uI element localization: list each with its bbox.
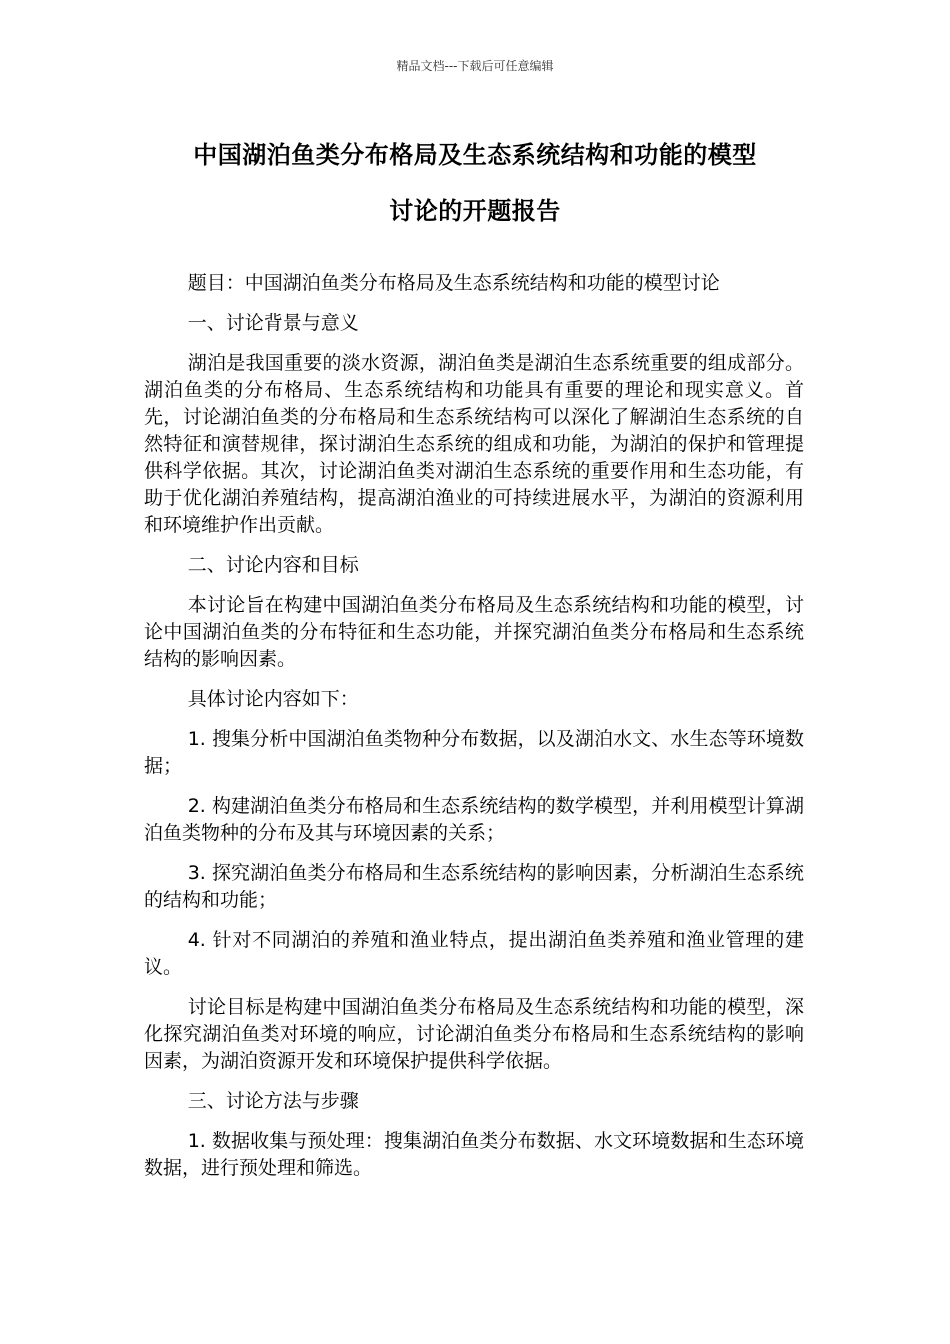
- subject-line: 题目：中国湖泊鱼类分布格局及生态系统结构和功能的模型讨论: [187, 272, 720, 294]
- section-heading-content-goals: 二、讨论内容和目标: [187, 554, 359, 576]
- document-body: [144, 270, 804, 1195]
- list-item: 4. 针对不同湖泊的养殖和渔业特点，提出湖泊鱼类养殖和渔业管理的建议。: [144, 929, 804, 978]
- methods-step: 1. 数据收集与预处理：搜集湖泊鱼类分布数据、水文环境数据和生态环境数据，进行预处理和筛选。: [144, 1130, 804, 1179]
- section-heading-background: 一、讨论背景与意义: [187, 312, 359, 334]
- document-title-line-2: 讨论的开题报告: [389, 197, 561, 225]
- content-list-intro: 具体讨论内容如下：: [187, 688, 359, 710]
- goals-paragraph: 讨论目标是构建中国湖泊鱼类分布格局及生态系统结构和功能的模型，深化探究湖泊鱼类对环境的响应，讨论湖泊鱼类分布格局和生态系统结构的影响因素，为湖泊资源开发和环境保护提供科学依据。: [144, 996, 804, 1072]
- document-title-line-1: 中国湖泊鱼类分布格局及生态系统结构和功能的模型: [193, 141, 757, 169]
- list-item: 1. 搜集分析中国湖泊鱼类物种分布数据，以及湖泊水文、水生态等环境数据；: [144, 728, 804, 777]
- list-item: 2. 构建湖泊鱼类分布格局和生态系统结构的数学模型，并利用模型计算湖泊鱼类物种的分布及其与环境因素的关系；: [144, 795, 804, 844]
- background-paragraph: 湖泊是我国重要的淡水资源，湖泊鱼类是湖泊生态系统重要的组成部分。湖泊鱼类的分布格局、生态系统结构和功能具有重要的理论和现实意义。首先，讨论湖泊鱼类的分布格局和生态系统结构可以深化了解湖泊生态系统的自然特征和演替规律，探讨湖泊生态系统的组成和功能，为湖泊的保护和管理提供科学依据。其次，讨论湖泊鱼类对湖泊生态系统的重要作用和生态功能，有助于优化湖泊养殖结构，提高湖泊渔业的可持续进展水平，为湖泊的资源利用和环境维护作出贡献。: [144, 352, 804, 536]
- header-note: 精品文档---下载后可任意编辑: [396, 59, 554, 73]
- list-item: 3. 探究湖泊鱼类分布格局和生态系统结构的影响因素，分析湖泊生态系统的结构和功能；: [144, 862, 804, 911]
- content-goals-paragraph: 本讨论旨在构建中国湖泊鱼类分布格局及生态系统结构和功能的模型，讨论中国湖泊鱼类的分布特征和生态功能，并探究湖泊鱼类分布格局和生态系统结构的影响因素。: [144, 594, 804, 670]
- section-heading-methods: 三、讨论方法与步骤: [187, 1090, 359, 1112]
